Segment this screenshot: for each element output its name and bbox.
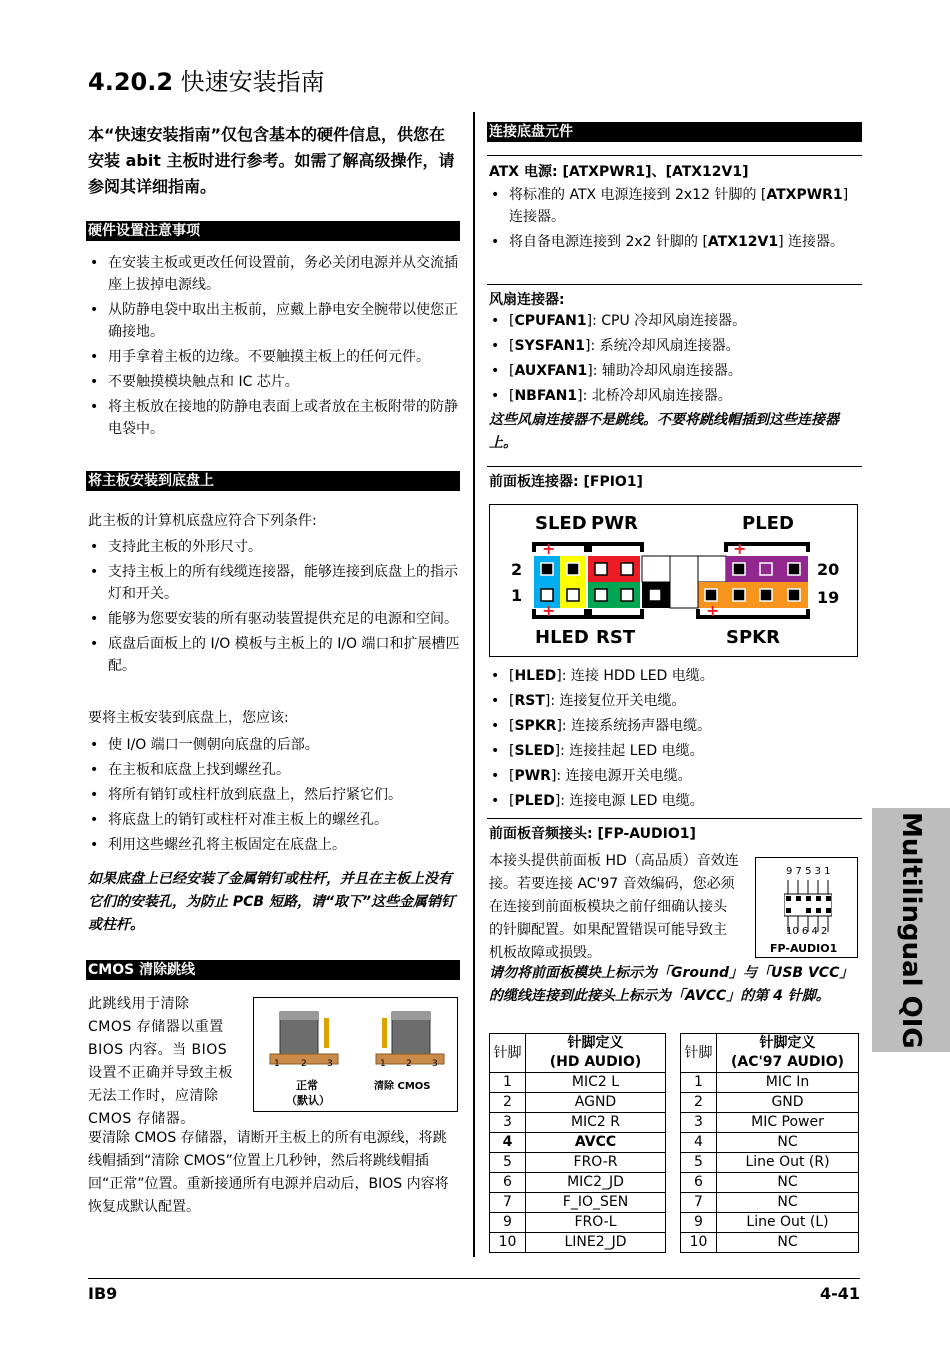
connector-name: RST	[514, 693, 545, 709]
divider	[487, 155, 862, 156]
jumper-pin-label-2b: 2	[406, 1059, 412, 1069]
atx-value: [ATXPWR1]、[ATX12V1]	[562, 164, 749, 180]
list-item-text: [	[509, 363, 515, 379]
pin-number-cell: 1	[681, 1073, 717, 1093]
pin-definition-cell: GND	[717, 1093, 859, 1113]
table-row	[490, 1073, 666, 1093]
list-item-text: ]: 连接 HDD LED 电缆。	[556, 668, 714, 684]
divider	[487, 466, 862, 467]
hd-audio-pin-table	[489, 1033, 666, 1253]
hd-def-header: 针脚定义	[526, 1034, 666, 1054]
list-item: • 将所有销钉或柱杆放到底盘上，然后拧紧它们。	[88, 784, 460, 806]
list-item	[489, 310, 861, 332]
fpio-row-20: 20	[817, 560, 840, 579]
chassis-warning: 如果底盘上已经安装了金属销钉或柱杆，并且在主板上没有它们的安装孔，为防止 PCB 短路，请“取下”这些金属销钉或柱杆。	[88, 871, 455, 933]
pin-definition-cell: AGND	[526, 1093, 666, 1113]
heading-cmos: CMOS 清除跳线	[86, 960, 460, 980]
list-item: • 用手拿着主板的边缘。不要触摸主板上的任何元件。	[88, 346, 460, 368]
fpio-label-rst: RST	[596, 627, 636, 648]
pin-number-cell: 5	[681, 1153, 717, 1173]
pin-number-cell: 9	[490, 1213, 526, 1233]
section-title: 快速安装指南	[180, 68, 325, 96]
fpio-value: [FPIO1]	[583, 474, 643, 490]
side-tab-text: Multilingual QIG	[896, 811, 926, 1049]
chassis-steps-list	[88, 734, 460, 859]
pin-definition-cell: LINE2_JD	[526, 1233, 666, 1253]
table-row	[490, 1193, 666, 1213]
table-row	[681, 1153, 859, 1173]
jumper-pin-label-3: 3	[327, 1059, 333, 1069]
pin-definition-cell: Line Out (R)	[717, 1153, 859, 1173]
hd-pin-header: 针脚	[490, 1034, 526, 1073]
list-item: • 将底盘上的销钉或柱杆对准主板上的螺丝孔。	[88, 809, 460, 831]
connector-name: SPKR	[514, 718, 557, 734]
list-item	[489, 790, 861, 812]
footer-divider	[88, 1278, 860, 1279]
connector-name: SLED	[514, 743, 555, 759]
fpio-label: 前面板连接器:	[489, 474, 579, 490]
list-item: • 底盘后面板上的 I/O 模板与主板上的 I/O 端口和扩展槽匹配。	[88, 633, 460, 677]
list-item: • 支持此主板的外形尺寸。	[88, 536, 460, 558]
pin-definition-cell: NC	[717, 1193, 859, 1213]
fpio-row-19: 19	[817, 588, 840, 607]
heading-chassis-components: 连接底盘元件	[487, 122, 862, 142]
intro-text: 本“快速安装指南”仅包含基本的硬件信息，供您在安装 abit 主板时进行参考。如需了解高级操作，请参阅其详细指南。	[88, 125, 455, 196]
heading-hardware-notes: 硬件设置注意事项	[86, 221, 460, 241]
footer-page-number: 4-41	[819, 1284, 860, 1303]
table-row	[490, 1113, 666, 1133]
pin-number-cell: 6	[681, 1173, 717, 1193]
hd-def-subheader: (HD AUDIO)	[526, 1053, 666, 1073]
table-row	[681, 1233, 859, 1253]
fp-audio-diagram	[755, 857, 858, 958]
list-item-text: [	[509, 668, 515, 684]
pin-number-cell: 10	[681, 1233, 717, 1253]
fpio-label-pwr: PWR	[591, 513, 638, 534]
list-item-text: ]: 连接复位开关电缆。	[544, 693, 686, 709]
list-item	[489, 715, 861, 737]
plus-sign: +	[542, 601, 556, 620]
audio-warning: 请勿将前面板模块上标示为「Ground」与「USB VCC」的缆线连接到此接头上标示为「AVCC」的第 4 针脚。	[489, 965, 854, 1004]
plus-sign: +	[733, 539, 747, 558]
jumper-pin-label-2: 2	[301, 1059, 307, 1069]
pin-number-cell: 2	[681, 1093, 717, 1113]
page-title	[88, 62, 325, 97]
atx-list	[489, 184, 861, 256]
pin-definition-cell: MIC In	[717, 1073, 859, 1093]
connector-name: PWR	[514, 768, 551, 784]
list-item-text: 将标准的 ATX 电源连接到 2x12 针脚的 [	[509, 187, 767, 203]
fan-heading: 风扇连接器:	[489, 292, 565, 308]
chassis-requirements-list	[88, 536, 460, 680]
audio-label: 前面板音频接头:	[489, 826, 593, 842]
plus-sign: +	[542, 539, 556, 558]
list-item-text: ]: 系统冷却风扇连接器。	[585, 338, 740, 354]
pin-definition-cell: NC	[717, 1173, 859, 1193]
atx-label: ATX 电源:	[489, 164, 558, 180]
fan-warning: 这些风扇连接器不是跳线。不要将跳线帽插到这些连接器上。	[489, 412, 839, 451]
ac-pin-header: 针脚	[681, 1034, 717, 1073]
table-row	[681, 1173, 859, 1193]
pin-number-cell: 5	[490, 1153, 526, 1173]
column-divider	[473, 112, 475, 1257]
list-item-text: ]: 连接电源开关电缆。	[550, 768, 692, 784]
list-item-text: [	[509, 743, 515, 759]
chassis-lead: 此主板的计算机底盘应符合下列条件:	[88, 513, 317, 529]
jumper-pin-label-1b: 1	[380, 1059, 386, 1069]
ac-def-subheader: (AC'97 AUDIO)	[717, 1053, 859, 1073]
fpio-diagram	[489, 504, 858, 657]
pin-definition-cell: MIC Power	[717, 1113, 859, 1133]
fpio-label-hled: HLED	[535, 627, 589, 648]
list-item	[489, 360, 861, 382]
pin-definition-cell: MIC2_JD	[526, 1173, 666, 1193]
list-item-text: [	[509, 693, 515, 709]
table-row	[490, 1153, 666, 1173]
audio-value: [FP-AUDIO1]	[597, 826, 696, 842]
list-item: • 能够为您要安装的所有驱动装置提供充足的电源和空间。	[88, 608, 460, 630]
heading-install-chassis: 将主板安装到底盘上	[86, 471, 460, 491]
connector-name: NBFAN1	[514, 388, 578, 404]
jumper-default-label: （默认）	[286, 1094, 330, 1107]
fpio-list	[489, 665, 861, 815]
fpio-label-spkr: SPKR	[726, 627, 780, 648]
pin-number-cell: 9	[681, 1213, 717, 1233]
fpio-row-2: 2	[511, 560, 523, 579]
list-item	[489, 690, 861, 712]
fpio-row-1: 1	[511, 586, 523, 605]
list-item: • 支持主板上的所有线缆连接器，能够连接到底盘上的指示灯和开关。	[88, 561, 460, 605]
list-item-text: ] 连接器。	[509, 187, 849, 225]
list-item-text: ]: CPU 冷却风扇连接器。	[586, 313, 747, 329]
list-item: • 在主板和底盘上找到螺丝孔。	[88, 759, 460, 781]
pin-number-cell: 2	[490, 1093, 526, 1113]
pin-definition-cell: AVCC	[526, 1133, 666, 1153]
list-item	[489, 765, 861, 787]
list-item	[489, 184, 861, 228]
list-item-text: ]: 辅助冷却风扇连接器。	[587, 363, 742, 379]
connector-name: CPUFAN1	[514, 313, 587, 329]
table-row	[681, 1113, 859, 1133]
fpio-label-pled: PLED	[742, 513, 794, 534]
list-item-text: [	[509, 718, 515, 734]
list-item-text: [	[509, 388, 515, 404]
connector-name: SYSFAN1	[514, 338, 586, 354]
list-item: • 不要触摸模块触点和 IC 芯片。	[88, 371, 460, 393]
list-item	[489, 665, 861, 687]
ac-def-header: 针脚定义	[717, 1034, 859, 1054]
list-item-text: ]: 北桥冷却风扇连接器。	[577, 388, 732, 404]
list-item-text: ] 连接器。	[778, 234, 844, 250]
audio-heading	[489, 823, 696, 843]
fan-list	[489, 310, 861, 410]
pin-definition-cell: NC	[717, 1233, 859, 1253]
connector-name: HLED	[514, 668, 557, 684]
jumper-normal-label: 正常	[296, 1079, 318, 1092]
list-item-text: ]: 连接系统扬声器电缆。	[556, 718, 712, 734]
table-row	[681, 1133, 859, 1153]
cmos-text: 此跳线用于清除 CMOS 存储器以重置 BIOS 内容。当 BIOS 设置不正确并导致主板无法工作时，应清除 CMOS 存储器。	[88, 996, 233, 1127]
list-item	[489, 740, 861, 762]
audio-header-illustration	[784, 880, 832, 932]
pin-definition-cell: Line Out (L)	[717, 1213, 859, 1233]
footer-model: IB9	[88, 1284, 118, 1303]
pin-number-cell: 3	[681, 1113, 717, 1133]
connector-name: PLED	[514, 793, 555, 809]
divider	[487, 818, 862, 819]
table-row	[490, 1093, 666, 1113]
pin-number-cell: 10	[490, 1233, 526, 1253]
ac97-audio-pin-table	[680, 1033, 859, 1253]
list-item-text: [	[509, 338, 515, 354]
jumper-pin-label-1: 1	[274, 1059, 280, 1069]
hardware-notes-list	[88, 252, 460, 443]
list-item: • 在安装主板或更改任何设置前，务必关闭电源并从交流插座上拔掉电源线。	[88, 252, 460, 296]
pin-definition-cell: MIC2 R	[526, 1113, 666, 1133]
plus-sign: +	[706, 601, 720, 620]
table-row	[490, 1173, 666, 1193]
table-row	[490, 1233, 666, 1253]
table-row	[490, 1213, 666, 1233]
list-item-text: 将自备电源连接到 2x2 针脚的 [	[509, 234, 708, 250]
list-item	[489, 335, 861, 357]
cmos-text2: 要清除 CMOS 存储器，请断开主板上的所有电源线，将跳线帽插到“清除 CMOS”位置上几秒钟，然后将跳线帽插回“正常”位置。重新接通所有电源并启动后，BIOS 内容将恢复成默认配置。	[88, 1130, 449, 1215]
section-number: 4.20.2	[88, 68, 174, 96]
table-row	[681, 1213, 859, 1233]
list-item: • 使 I/O 端口一侧朝向底盘的后部。	[88, 734, 460, 756]
list-item	[489, 231, 861, 253]
atx-heading	[489, 161, 749, 181]
fpio-label-sled: SLED	[535, 513, 587, 534]
list-item-text: [	[509, 793, 515, 809]
table-row	[681, 1193, 859, 1213]
pin-number-cell: 3	[490, 1113, 526, 1133]
audio-pins-top: 9 7 5 3 1	[786, 866, 831, 877]
cmos-jumper-diagram	[253, 997, 458, 1112]
table-row	[490, 1133, 666, 1153]
pin-definition-cell: F_IO_SEN	[526, 1193, 666, 1213]
table-row	[681, 1073, 859, 1093]
divider	[487, 284, 862, 285]
pin-number-cell: 4	[490, 1133, 526, 1153]
audio-header-name: FP-AUDIO1	[770, 942, 838, 955]
pin-definition-cell: MIC2 L	[526, 1073, 666, 1093]
pin-number-cell: 7	[681, 1193, 717, 1213]
list-item-text: ]: 连接电源 LED 电缆。	[554, 793, 704, 809]
list-item-text: [	[509, 768, 515, 784]
audio-pins-bottom: 10 6 4 2	[786, 926, 828, 937]
table-row	[681, 1093, 859, 1113]
pin-definition-cell: FRO-R	[526, 1153, 666, 1173]
connector-name: AUXFAN1	[514, 363, 588, 379]
list-item: • 从防静电袋中取出主板前，应戴上静电安全腕带以使您正确接地。	[88, 299, 460, 343]
jumper-clear-label: 清除 CMOS	[374, 1081, 431, 1092]
pin-definition-cell: NC	[717, 1133, 859, 1153]
connector-name: ATX12V1	[707, 234, 779, 250]
pin-number-cell: 6	[490, 1173, 526, 1193]
pin-number-cell: 7	[490, 1193, 526, 1213]
list-item	[489, 385, 861, 407]
list-item-text: ]: 连接挂起 LED 电缆。	[554, 743, 704, 759]
jumper-illustration	[254, 998, 457, 1111]
chassis-lead2: 要将主板安装到底盘上，您应该:	[88, 710, 289, 726]
list-item: • 将主板放在接地的防静电表面上或者放在主板附带的防静电袋中。	[88, 396, 460, 440]
pin-number-cell: 1	[490, 1073, 526, 1093]
list-item-text: [	[509, 313, 515, 329]
pin-definition-cell: FRO-L	[526, 1213, 666, 1233]
audio-text: 本接头提供前面板 HD（高品质）音效连接。若要连接 AC'97 音效编码，您必须在连接到前面板模块之前仔细确认接头的针脚配置。如果配置错误可能导致主机板故障或损毁。	[489, 853, 739, 961]
pin-number-cell: 4	[681, 1133, 717, 1153]
connector-name: ATXPWR1	[766, 187, 843, 203]
fpio-heading	[489, 471, 643, 491]
list-item: • 利用这些螺丝孔将主板固定在底盘上。	[88, 834, 460, 856]
jumper-pin-label-3b: 3	[432, 1059, 438, 1069]
